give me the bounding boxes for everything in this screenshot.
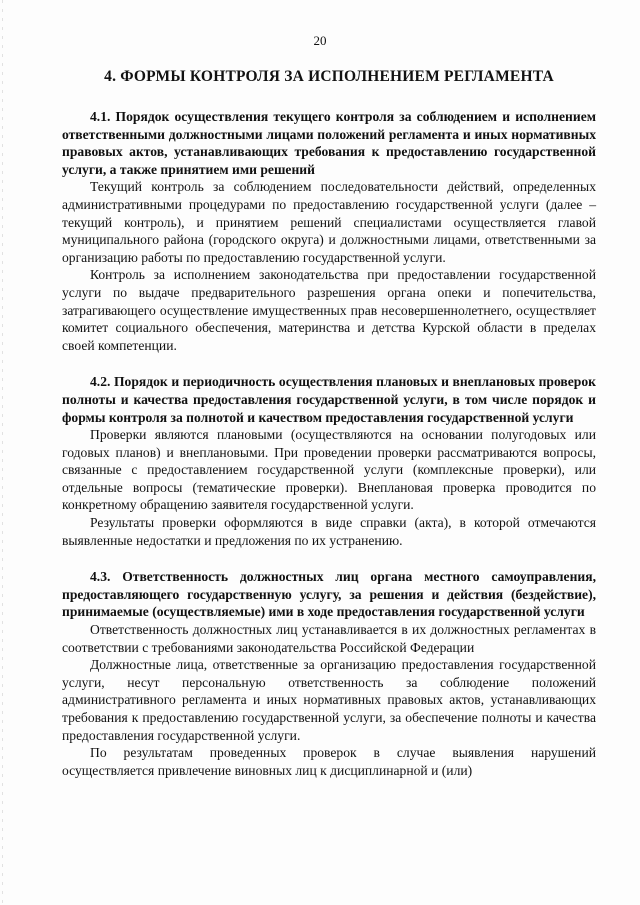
paragraph: Результаты проверки оформляются в виде справки (акта), в которой отмечаются выявленные недостатки и предложения по их устранению. — [62, 515, 596, 548]
section-heading: 4.2. Порядок и периодичность осуществления плановых и внеплановых проверок полноты и качества предоставления государственной услуги, в том числе порядок и формы контроля за полнотой и качеством предоставления государственной услуги — [62, 374, 596, 425]
document-body — [62, 68, 596, 798]
paragraph: Текущий контроль за соблюдением последовательности действий, определенных административными процедурами по предоставлению государственной услуги (далее – текущий контроль), и принятием решений специалистами осуществляется главой муниципального района (городского округа) и должностными лицами, ответственными за организацию работы по предоставлению государственной услуги. — [62, 179, 596, 265]
section-heading: 4.3. Ответственность должностных лиц органа местного самоуправления, предоставляющего государственную услугу, за решения и действия (бездействие), принимаемые (осуществляемые) ими в ходе предоставления государственной услуги — [62, 569, 596, 620]
page-number: 20 — [313, 33, 327, 48]
section-heading: 4.1. Порядок осуществления текущего контроля за соблюдением и исполнением ответственными должностными лицами положений регламента и иных нормативных правовых актов, устанавливающих требования к предоставлению государственной услуги, а также принятием ими решений — [62, 109, 596, 177]
paragraph: Должностные лица, ответственные за организацию предоставления государственной услуги, несут персональную ответственность за соблюдение положений административного регламента и иных нормативных правовых актов, устанавливающих требования к предоставлению государственной услуги, за обеспечение полноты и качества предоставления государственной услуги. — [62, 657, 596, 743]
paragraph: Проверки являются плановыми (осуществляются на основании полугодовых или годовых планов) и внеплановыми. При проведении проверки рассматриваются вопросы, связанные с предоставлением государственной услуги (комплексные проверки), или отдельные вопросы (тематические проверки). Внеплановая проверка проводится по конкретному обращению заявителя государственной услуги. — [62, 427, 596, 513]
chapter-title: 4. ФОРМЫ КОНТРОЛЯ ЗА ИСПОЛНЕНИЕМ РЕГЛАМЕНТА — [104, 68, 554, 85]
section-4-2 — [62, 373, 596, 549]
section-4-3 — [62, 568, 596, 779]
paragraph: Ответственность должностных лиц устанавливается в их должностных регламентах в соответствии с требованиями законодательства Российской Федерации — [62, 622, 596, 655]
paragraph: По результатам проведенных проверок в случае выявления нарушений осуществляется привлечение виновных лиц к дисциплинарной и (или) — [62, 745, 596, 778]
scan-edge-decoration — [2, 0, 3, 905]
paragraph: Контроль за исполнением законодательства при предоставлении государственной услуги по выдаче предварительного разрешения органа опеки и попечительства, затрагивающего осуществление имущественных прав несовершеннолетнего, осуществляет комитет социального обеспечения, материнства и детства Курской области в пределах своей компетенции. — [62, 267, 596, 353]
section-4-1 — [62, 108, 596, 354]
